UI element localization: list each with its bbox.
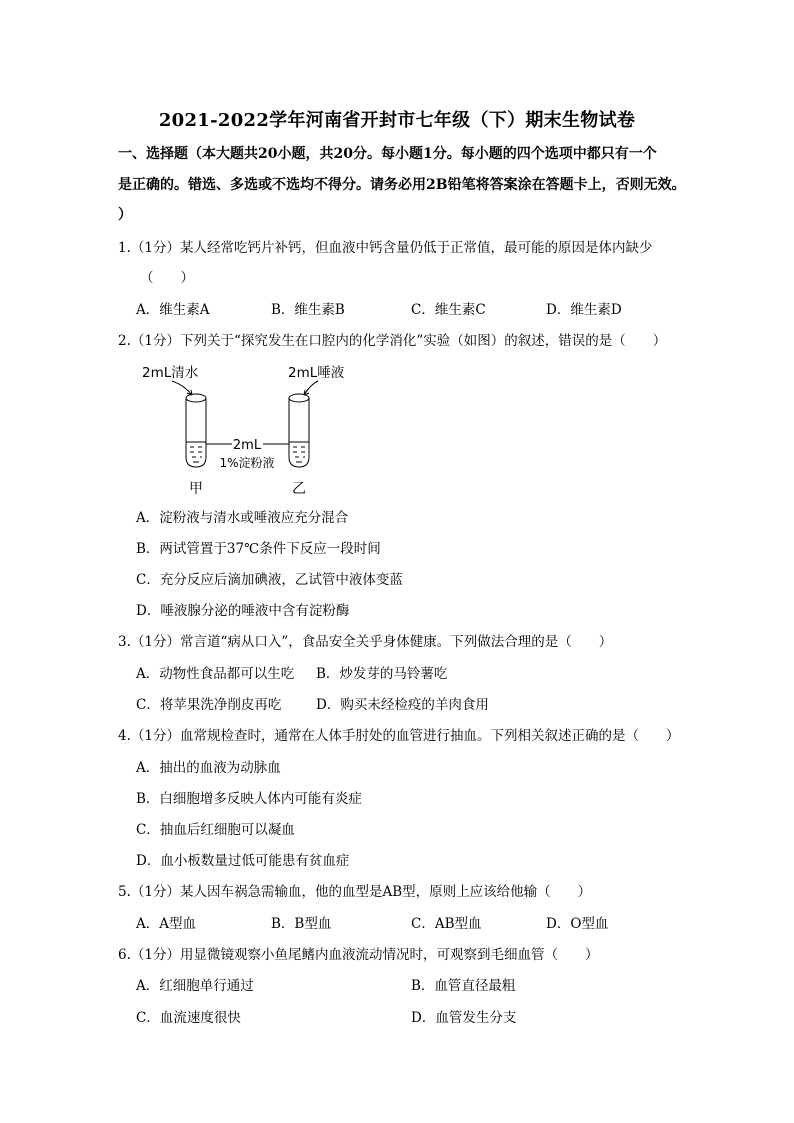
section-heading-line-2: 是正确的。错选、多选或不选均不得分。请务必用2B铅笔将答案涂在答题卡上，否则无效。 [118, 177, 686, 193]
section-heading-line-1: 一、选择题（本大题共20小题，共20分。每小题1分。每小题的四个选项中都只有一个 [118, 146, 657, 162]
q5-option-d[interactable]: D．O型血 [546, 916, 609, 932]
question-number: 2. [118, 333, 131, 349]
middle-label-starch: 1%淀粉液 [219, 456, 275, 470]
right-tube-rim [289, 394, 309, 402]
q5-option-c[interactable]: C．AB型血 [411, 916, 482, 932]
q5-option-a[interactable]: A．A型血 [136, 916, 196, 932]
right-tube-label: 2mL唾液 [288, 365, 345, 381]
q6-option-b[interactable]: B．血管直径最粗 [411, 978, 516, 994]
q6-option-a[interactable]: A．红细胞单行通过 [136, 978, 254, 994]
q3-option-d[interactable]: D．购买未经检疫的羊肉食用 [316, 697, 489, 713]
q2-option-d[interactable]: D．唾液腺分泌的唾液中含有淀粉酶 [136, 603, 350, 619]
question-text: （1分）血常规检查时，通常在人体手肘处的血管进行抽血。下列相关叙述正确的是（ ） [130, 728, 680, 744]
question-number: 4. [118, 728, 131, 744]
left-tube-rim [186, 394, 206, 402]
q4-option-c[interactable]: C．抽血后红细胞可以凝血 [136, 822, 295, 838]
question-text: （1分）某人因车祸急需输血，他的血型是AB型，原则上应该给他输（ ） [130, 884, 592, 900]
right-tube-liquid-lines [293, 447, 305, 462]
left-tube-label: 2mL清水 [142, 365, 199, 381]
q3-option-a[interactable]: A．动物性食品都可以生吃 [136, 666, 295, 682]
question-number: 3. [118, 634, 131, 650]
question-text: （1分）某人经常吃钙片补钙，但血液中钙含量仍低于正常值，最可能的原因是体内缺少 [130, 240, 653, 256]
q3-option-b[interactable]: B．炒发芽的马铃薯吃 [316, 666, 448, 682]
question-2 [118, 331, 688, 351]
page-title: 2021-2022学年河南省开封市七年级（下）期末生物试卷 [158, 110, 636, 131]
q1-option-a[interactable]: A．维生素A [136, 302, 210, 318]
q1-option-d[interactable]: D．维生素D [546, 302, 622, 318]
q6-option-d[interactable]: D．血管发生分支 [411, 1010, 517, 1026]
right-tube-name: 乙 [292, 481, 306, 497]
left-arrow [172, 381, 192, 395]
q4-option-b[interactable]: B．白细胞增多反映人体内可能有炎症 [136, 791, 362, 807]
middle-label-volume: 2mL [232, 438, 262, 453]
q3-option-c[interactable]: C．将苹果洗净削皮再吃 [136, 697, 282, 713]
q4-option-a[interactable]: A．抽出的血液为动脉血 [136, 760, 281, 776]
test-tube-figure [130, 355, 370, 500]
q1-option-c[interactable]: C．维生素C [411, 302, 486, 318]
question-4 [118, 726, 688, 746]
q1-option-b[interactable]: B．维生素B [271, 302, 345, 318]
left-tube-liquid-lines [190, 447, 202, 462]
question-1-text-cont: （ ） [140, 270, 194, 286]
q2-option-b[interactable]: B．两试管置于37℃条件下反应一段时间 [136, 541, 381, 557]
question-6 [118, 945, 688, 965]
question-text: （1分）下列关于“探究发生在口腔内的化学消化”实验（如图）的叙述，错误的是（ ） [130, 333, 667, 349]
section-heading-line-3: ） [118, 207, 132, 223]
right-arrow [304, 381, 318, 395]
question-5 [118, 882, 688, 902]
q5-option-b[interactable]: B．B型血 [271, 916, 332, 932]
question-number: 1. [118, 240, 131, 256]
question-text: （1分）用显微镜观察小鱼尾鳍内血液流动情况时，可观察到毛细血管（ ） [130, 947, 599, 963]
question-1 [118, 238, 688, 258]
question-number: 5. [118, 884, 131, 900]
question-number: 6. [118, 947, 131, 963]
question-3 [118, 632, 688, 652]
q6-option-c[interactable]: C．血流速度很快 [136, 1010, 241, 1026]
q2-option-c[interactable]: C．充分反应后滴加碘液，乙试管中液体变蓝 [136, 572, 403, 588]
q2-option-a[interactable]: A．淀粉液与清水或唾液应充分混合 [136, 510, 349, 526]
left-tube-name: 甲 [189, 481, 203, 497]
question-text: （1分）常言道“病从口入”，食品安全关乎身体健康。下列做法合理的是（ ） [130, 634, 613, 650]
q4-option-d[interactable]: D．血小板数量过低可能患有贫血症 [136, 853, 350, 869]
